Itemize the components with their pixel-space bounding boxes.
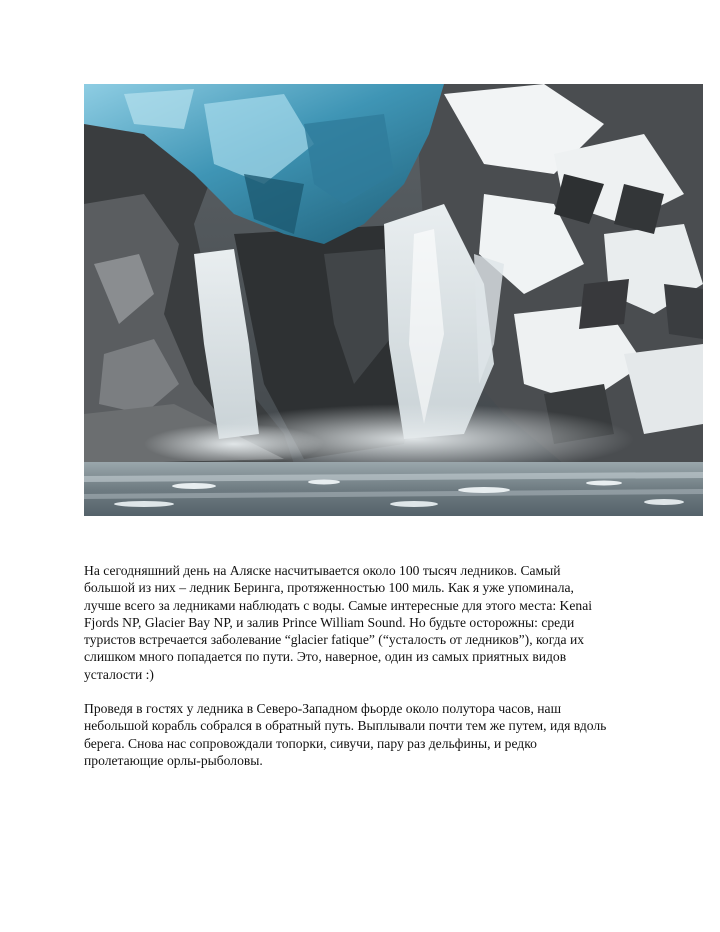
glacier-photo-illustration: [84, 84, 703, 516]
article-body: [84, 562, 644, 786]
paragraph-glaciers-intro: На сегодняшний день на Аляске насчитывается около 100 тысяч ледников. Самый большой из них – ледник Беринга, протяженностью 100 миль. Как я уже упоминала, лучше всего за ледниками наблюдать с воды. Самые интересные для этого места: Kenai Fjords NP, Glacier Bay NP, и залив Prince William Sound. Но будьте осторожны: среди туристов встречается заболевание “glacier fatique” (“усталость от ледников”), когда их слишком много попадается по пути. Это, наверное, один из самых приятных видов усталости :): [84, 563, 593, 682]
glacier-photo: [84, 84, 703, 516]
paragraph-return-trip: Проведя в гостях у ледника в Северо-Западном фьорде около полутора часов, наш небольшой корабль собрался в обратный путь. Выплывали почти тем же путем, идя вдоль берега. Снова нас сопровождали топорки, сивучи, пару раз дельфины, и редко пролетающие орлы-рыболовы.: [84, 701, 607, 768]
